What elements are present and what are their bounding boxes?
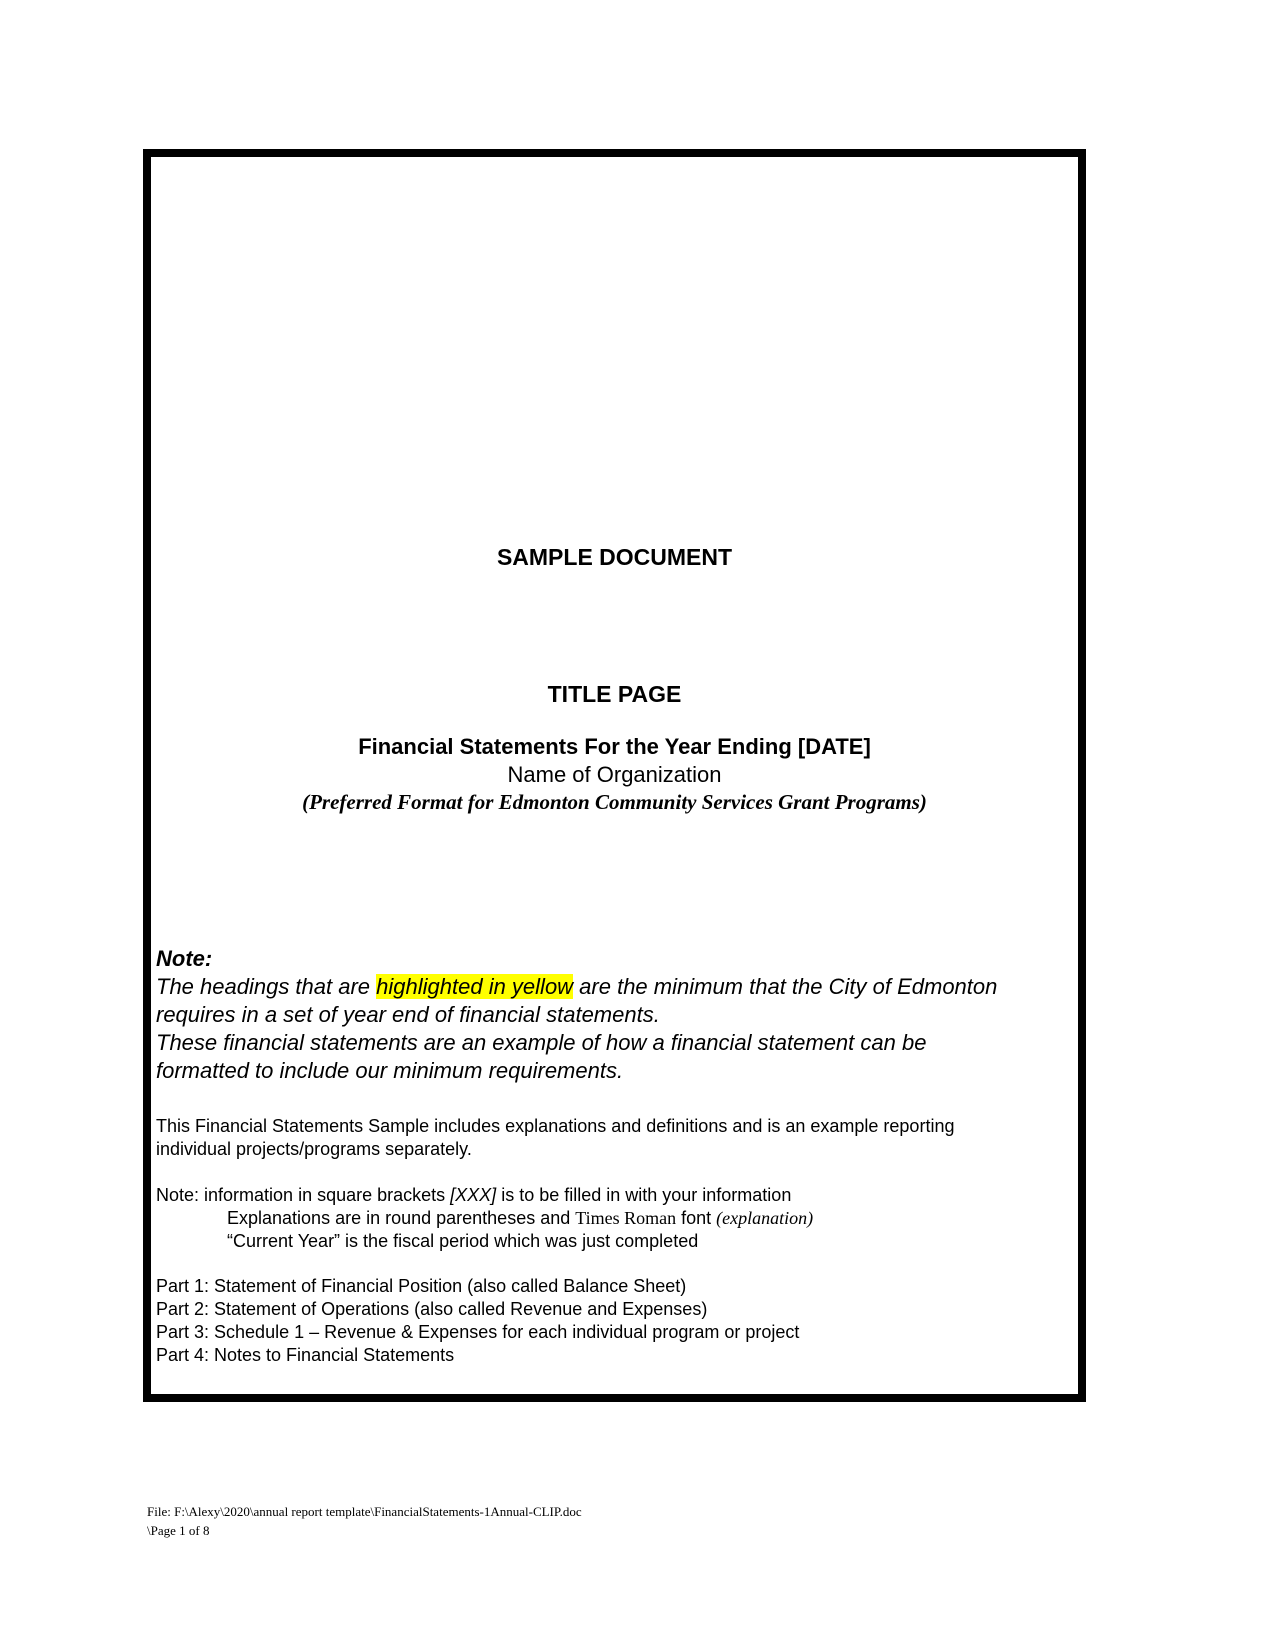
font-name: Times Roman: [575, 1208, 677, 1228]
info-line-1-start: Note: information in square brackets: [156, 1185, 451, 1205]
info-line-1: [156, 1184, 813, 1207]
title-page-frame: [143, 149, 1086, 1402]
part-item: Part 4: Notes to Financial Statements: [156, 1345, 455, 1365]
info-line-2: [156, 1207, 813, 1230]
explanation-example: (explanation): [716, 1208, 814, 1228]
bracket-placeholder: [XXX]: [450, 1185, 497, 1205]
yellow-highlight-text: highlighted in yellow: [376, 974, 574, 999]
note-line-3: These financial statements are an example of how a financial statement can be: [156, 1030, 927, 1055]
preferred-format-note: (Preferred Format for Edmonton Community Services Grant Programs): [302, 790, 927, 814]
info-line-2-mid: font: [676, 1208, 717, 1228]
part-item: Part 2: Statement of Operations (also called Revenue and Expenses): [156, 1299, 708, 1319]
note-line-4: formatted to include our minimum requirements.: [156, 1058, 624, 1083]
part-item: Part 1: Statement of Financial Position (also called Balance Sheet): [156, 1276, 687, 1296]
info-line-2-start: Explanations are in round parentheses and: [227, 1208, 576, 1228]
organization-name: Name of Organization: [507, 762, 722, 787]
footer-page-info: \Page 1 of 8: [147, 1523, 210, 1538]
intro-line-2: individual projects/programs separately.: [156, 1139, 472, 1159]
part-item: Part 3: Schedule 1 – Revenue & Expenses for each individual program or project: [156, 1322, 800, 1342]
note-line-1-start: The headings that are: [156, 974, 377, 999]
info-paragraph: [156, 1184, 813, 1253]
intro-paragraph: [156, 1115, 954, 1161]
title-page-heading: TITLE PAGE: [547, 681, 682, 707]
note-line-1: [156, 973, 997, 1001]
sample-document-title: SAMPLE DOCUMENT: [496, 544, 733, 570]
note-line-1-end: are the minimum that the City of Edmonton: [573, 974, 998, 999]
intro-line-1: This Financial Statements Sample includes explanations and definitions and is an example reporting: [156, 1116, 955, 1136]
info-line-1-end: is to be filled in with your information: [496, 1185, 792, 1205]
statements-title: Financial Statements For the Year Ending [DATE]: [358, 734, 871, 759]
info-line-3: “Current Year” is the fiscal period which was just completed: [227, 1231, 699, 1251]
note-line-2: requires in a set of year end of financial statements.: [156, 1002, 660, 1027]
footer-file-path: File: F:\Alexy\2020\annual report template\FinancialStatements-1Annual-CLIP.doc: [147, 1504, 582, 1519]
note-block: [156, 945, 997, 1085]
note-heading: Note:: [156, 946, 213, 971]
parts-list: [156, 1275, 799, 1367]
